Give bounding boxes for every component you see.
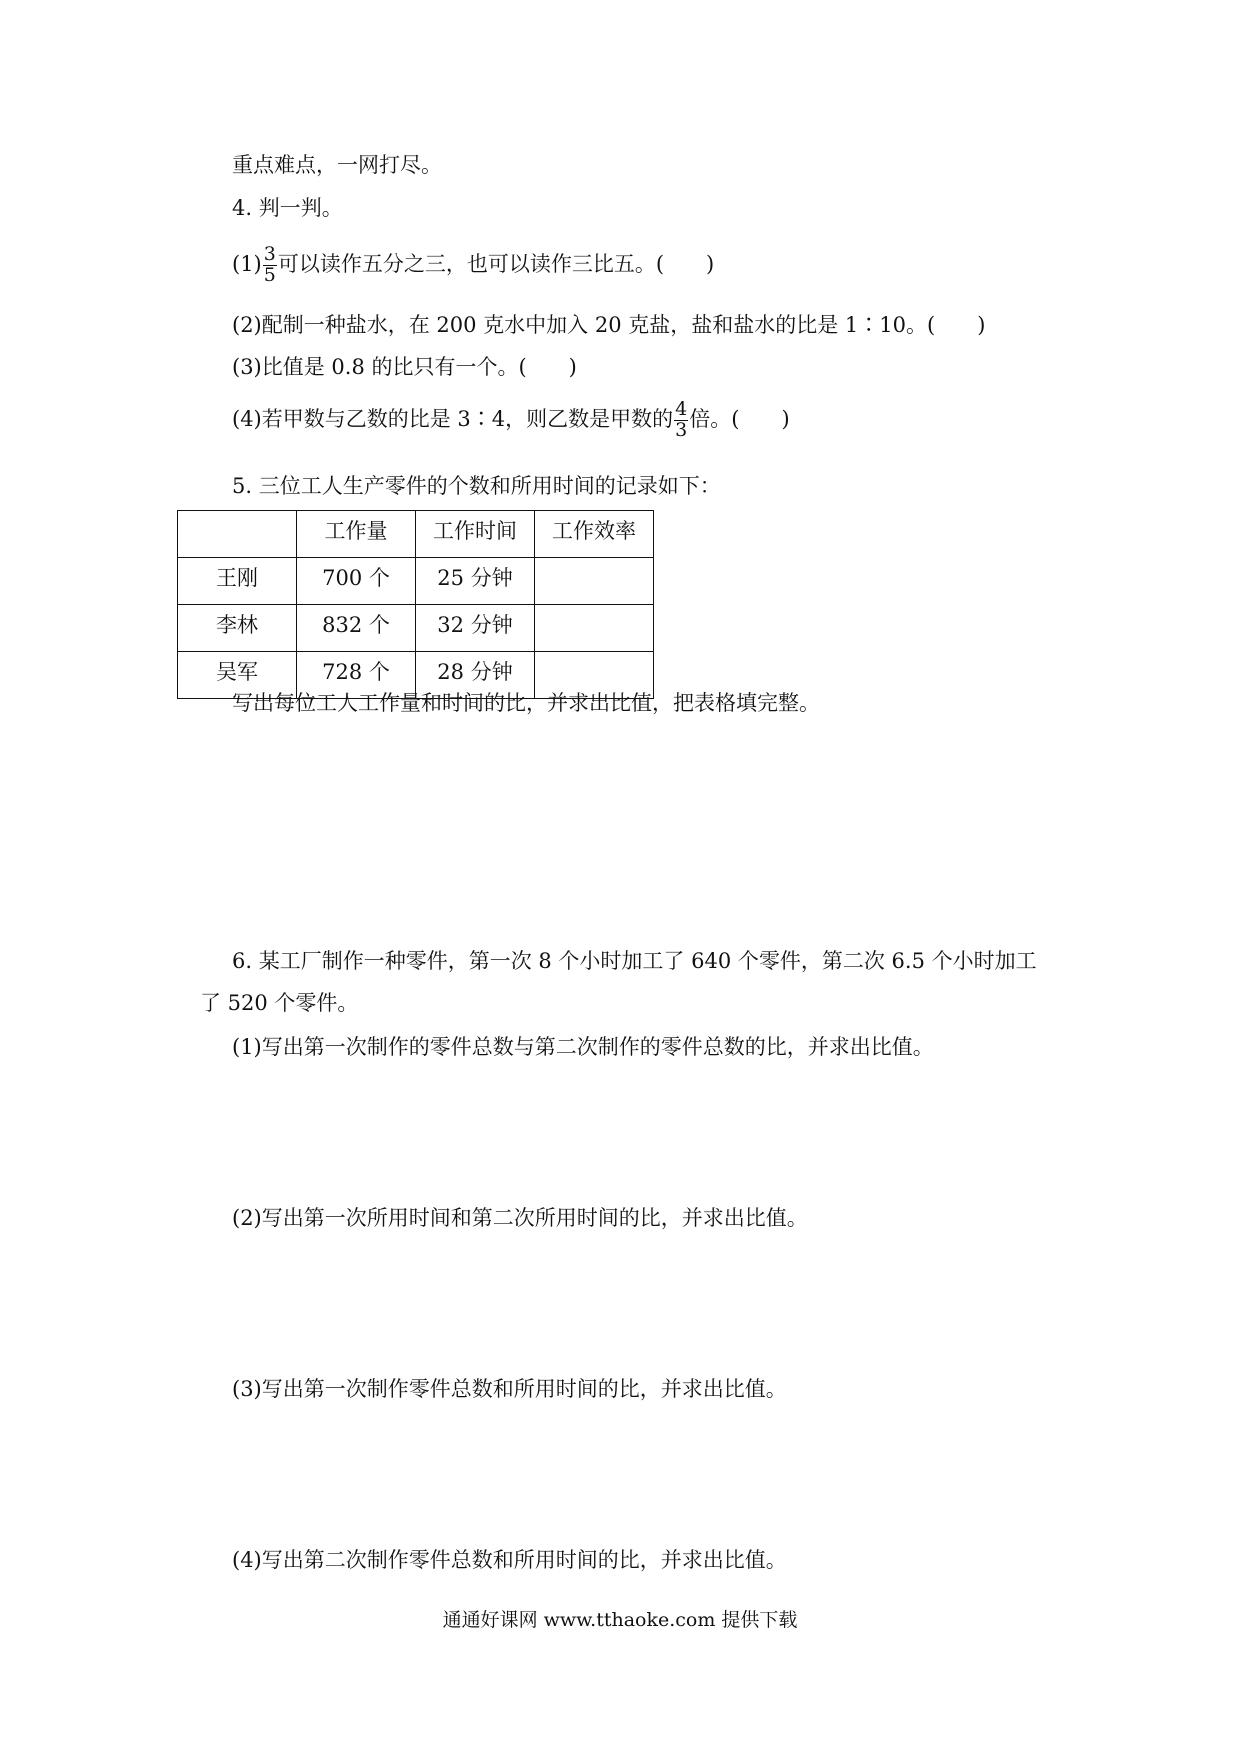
header-cell: 工作效率 <box>535 511 654 558</box>
fraction-3-5: $\frac{3}{5}$ <box>263 243 276 286</box>
q4-item-1-text: 可以读作五分之三，也可以读作三比五。( ) <box>277 251 715 276</box>
q5-instruction: 写出每位工人工作量和时间的比，并求出比值，把表格填完整。 <box>232 691 820 715</box>
q4-item-4 <box>232 400 790 441</box>
work-amount: 728 个 <box>297 652 416 699</box>
table-row <box>178 605 654 652</box>
q4-item-4-suffix: 倍。( ) <box>689 406 790 431</box>
work-amount: 700 个 <box>297 558 416 605</box>
work-amount: 832 个 <box>297 605 416 652</box>
q5-title: 5. 三位工人生产零件的个数和所用时间的记录如下： <box>232 474 721 498</box>
header-cell: 工作量 <box>297 511 416 558</box>
work-efficiency <box>535 605 654 652</box>
worker-name: 李林 <box>178 605 297 652</box>
q4-title: 4. 判一判。 <box>232 196 343 220</box>
work-time: 32 分钟 <box>416 605 535 652</box>
work-time: 25 分钟 <box>416 558 535 605</box>
work-efficiency <box>535 558 654 605</box>
q6-line-2: 了 520 个零件。 <box>200 991 359 1015</box>
q4-item-4-text: (4)若甲数与乙数的比是 3∶4，则乙数是甲数的 <box>232 406 674 431</box>
intro-text: 重点难点，一网打尽。 <box>232 153 442 177</box>
worker-name: 吴军 <box>178 652 297 699</box>
q6-sub-2: (2)写出第一次所用时间和第二次所用时间的比，并求出比值。 <box>232 1206 808 1230</box>
q6-sub-4: (4)写出第二次制作零件总数和所用时间的比，并求出比值。 <box>232 1548 787 1572</box>
page-footer: 通通好课网 www.tthaoke.com 提供下载 <box>442 1609 798 1631</box>
table-row <box>178 558 654 605</box>
header-cell: 工作时间 <box>416 511 535 558</box>
q6-line-1: 6. 某工厂制作一种零件，第一次 8 个小时加工了 640 个零件，第二次 6.5 个小时加工 <box>232 949 1037 973</box>
q6-sub-1: (1)写出第一次制作的零件总数与第二次制作的零件总数的比，并求出比值。 <box>232 1035 934 1059</box>
q4-item-1 <box>232 245 714 286</box>
work-time: 28 分钟 <box>416 652 535 699</box>
q4-item-3: (3)比值是 0.8 的比只有一个。( ) <box>232 355 577 379</box>
q4-item-1-prefix: (1) <box>232 251 262 276</box>
table-header-row <box>178 511 654 558</box>
q4-item-2: (2)配制一种盐水，在 200 克水中加入 20 克盐，盐和盐水的比是 1∶10。( ) <box>232 313 986 337</box>
worker-name: 王刚 <box>178 558 297 605</box>
q6-sub-3: (3)写出第一次制作零件总数和所用时间的比，并求出比值。 <box>232 1377 787 1401</box>
fraction-4-3: $\frac{4}{3}$ <box>675 398 688 441</box>
work-record-table <box>177 510 654 699</box>
header-cell <box>178 511 297 558</box>
